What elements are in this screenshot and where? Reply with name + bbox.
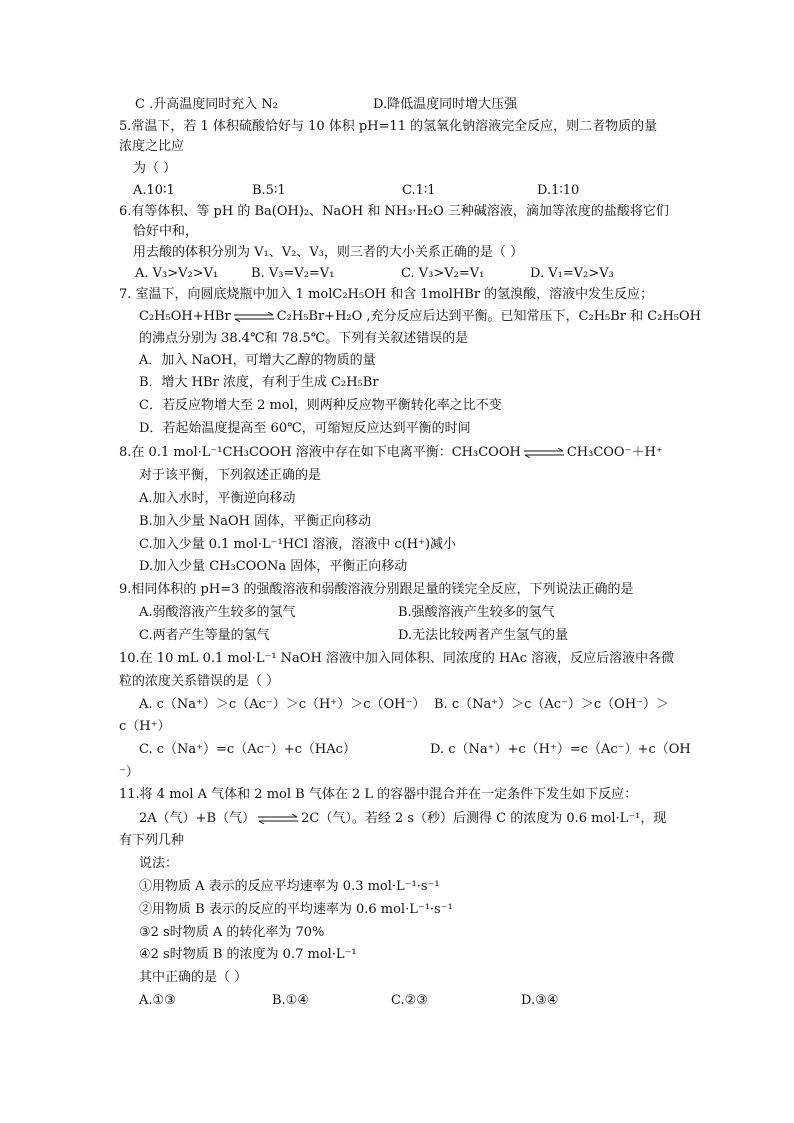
q9-option-a: A.弱酸溶液产生较多的氢气	[139, 605, 296, 620]
q8-option-b: B.加入少量 NaOH 固体，平衡正向移动	[139, 514, 372, 529]
q8-option-d: D.加入少量 CH₃COONa 固体，平衡正向移动	[139, 559, 408, 574]
q6-option-d: D. V₁=V₂>V₃	[530, 266, 614, 281]
q11-stem-1: 11.将 4 mol A 气体和 2 mol B 气体在 2 L 的容器中混合并在一定条件下发生如下反应：	[119, 787, 638, 802]
q10-option-b: B. c（Na⁺）＞c（Ac⁻）＞c（OH⁻）＞	[434, 697, 670, 712]
q10-option-b-cont: c（H⁺）	[119, 719, 171, 734]
q7-option-a: A．加入 NaOH，可增大乙醇的物质的量	[139, 353, 376, 368]
q10-stem-2: 粒的浓度关系错误的是（ ）	[119, 674, 280, 689]
q8-stem-right: CH₃COO⁻＋H⁺	[566, 445, 663, 460]
q8-stem-left: 8.在 0.1 mol·L⁻¹CH₃COOH 溶液中存在如下电离平衡：CH₃COOH	[119, 445, 521, 460]
q7-option-d: D．若起始温度提高至 60℃，可缩短反应达到平衡的时间	[139, 421, 471, 436]
q5-option-b: B.5∶1	[252, 183, 286, 198]
q11-stem-3: 有下列几种	[119, 833, 185, 848]
q6-option-a: A. V₃>V₂>V₁	[135, 266, 219, 281]
q10-option-d: D. c（Na⁺）+c（H⁺）=c（Ac⁻）+c（OH	[430, 742, 691, 757]
q9-option-c: C.两者产生等量的氢气	[139, 628, 270, 643]
equilibrium-arrow-icon	[233, 312, 275, 322]
q5-option-c: C.1∶1	[402, 183, 436, 198]
q4-option-c: C .升高温度同时充入 N₂	[135, 97, 278, 112]
q5-option-d: D.1∶10	[537, 183, 580, 198]
q8-stem-2: 对于该平衡，下列叙述正确的是	[139, 468, 322, 483]
equilibrium-arrow-icon	[257, 814, 299, 824]
q11-stem-5: 其中正确的是（ ）	[139, 970, 248, 985]
q11-statement-3: ③2 s时物质 A 的转化率为 70%	[139, 925, 325, 940]
q8-stem-1	[119, 442, 663, 464]
q11-equation-right: 2C（气）。若经 2 s（秒）后测得 C 的浓度为 0.6 mol·L⁻¹，现	[301, 811, 667, 826]
q11-equation-left: 2A（气）+B（气）	[139, 811, 256, 826]
q10-stem-1: 10.在 10 mL 0.1 mol·L⁻¹ NaOH 溶液中加入同体积、同浓度的 HAc 溶液，反应后溶液中各微	[119, 651, 675, 666]
q6-stem-1: 6.有等体积、等 pH 的 Ba(OH)₂、NaOH 和 NH₃·H₂O 三种碱溶液，滴加等浓度的盐酸将它们	[119, 204, 669, 219]
q6-option-c: C. V₃>V₂=V₁	[401, 266, 485, 281]
q11-option-c: C.②③	[391, 993, 428, 1008]
q7-option-c: C．若反应物增大至 2 mol，则两种反应物平衡转化率之比不变	[139, 398, 502, 413]
q8-option-c: C.加入少量 0.1 mol·L⁻¹HCl 溶液，溶液中 c(H⁺)减小	[139, 537, 457, 552]
q11-statement-1: ①用物质 A 表示的反应平均速率为 0.3 mol·L⁻¹·s⁻¹	[139, 879, 440, 894]
q11-statement-4: ④2 s时物质 B 的浓度为 0.7 mol·L⁻¹	[139, 947, 357, 962]
q5-option-a: A.10∶1	[133, 183, 175, 198]
q5-stem-2: 浓度之比应	[119, 139, 185, 154]
q9-option-d: D.无法比较两者产生氢气的量	[398, 628, 569, 643]
q9-option-b: B.强酸溶液产生较多的氢气	[398, 605, 555, 620]
q11-option-b: B.①④	[272, 993, 309, 1008]
q11-equation	[139, 808, 666, 830]
q4-option-d: D.降低温度同时增大压强	[373, 97, 518, 112]
q5-stem-1: 5.常温下，若 1 体积硫酸恰好与 10 体积 pH=11 的氢氧化钠溶液完全反应，则二者物质的量	[119, 119, 658, 134]
q9-stem: 9.相同体积的 pH=3 的强酸溶液和弱酸溶液分别跟足量的镁完全反应，下列说法正确的是	[119, 582, 634, 597]
q7-equation	[139, 306, 701, 328]
equilibrium-arrow-icon	[523, 448, 565, 458]
q5-stem-3: 为（ ）	[133, 161, 177, 176]
q7-equation-right: C₂H₅Br+H₂O ,充分反应后达到平衡。已知常压下，C₂H₅Br 和 C₂H₅OH	[276, 309, 701, 324]
q6-option-b: B. V₃=V₂=V₁	[251, 266, 335, 281]
q11-statement-2: ②用物质 B 表示的反应的平均速率为 0.6 mol·L⁻¹·s⁻¹	[139, 902, 453, 917]
q8-option-a: A.加入水时，平衡逆向移动	[139, 491, 296, 506]
q7-stem-3: 的沸点分别为 38.4℃和 78.5℃。下列有关叙述错误的是	[139, 331, 469, 346]
q7-stem-1: 7. 室温下，向圆底烧瓶中加入 1 molC₂H₅OH 和含 1molHBr 的氢溴酸，溶液中发生反应；	[119, 287, 654, 302]
q7-equation-left: C₂H₅OH+HBr	[139, 309, 231, 324]
q7-option-b: B．增大 HBr 浓度，有利于生成 C₂H₅Br	[139, 375, 379, 390]
q6-stem-2: 恰好中和，	[133, 224, 199, 239]
q10-option-a: A. c（Na⁺）＞c（Ac⁻）＞c（H⁺）＞c（OH⁻）	[139, 697, 426, 712]
q11-option-d: D.③④	[521, 993, 559, 1008]
q10-option-c: C. c（Na⁺）=c（Ac⁻）+c（HAc）	[139, 742, 356, 757]
q6-stem-3: 用去酸的体积分别为 V₁、V₂、V₃，则三者的大小关系正确的是（ ）	[133, 245, 524, 260]
q10-option-d-cont: ⁻）	[119, 765, 139, 780]
q11-stem-4: 说法：	[139, 856, 179, 871]
q11-option-a: A.①③	[139, 993, 176, 1008]
